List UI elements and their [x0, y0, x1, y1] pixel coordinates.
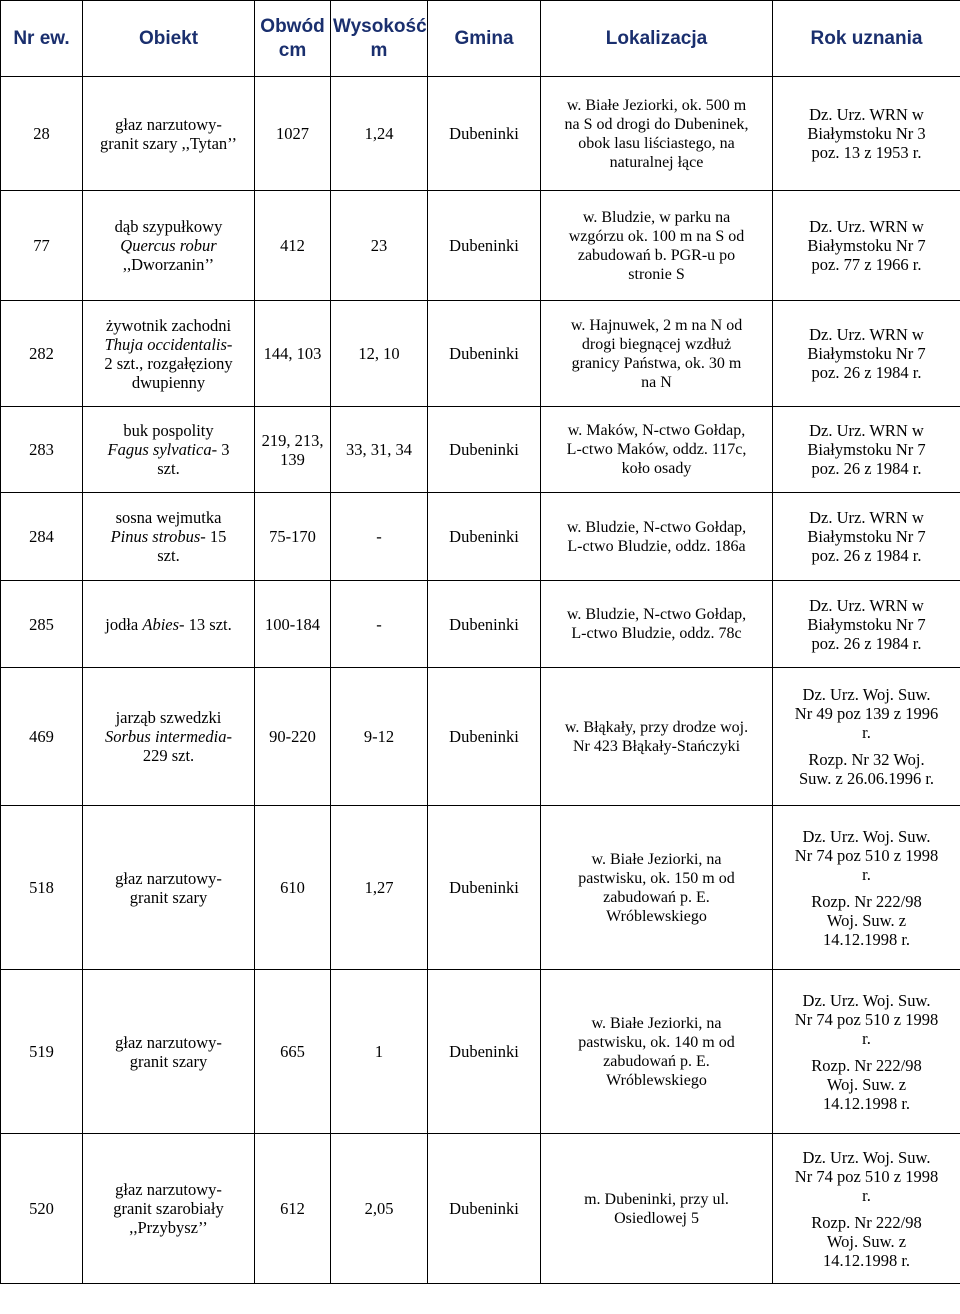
- rok-line: Dz. Urz. Woj. Suw.: [802, 685, 931, 704]
- rok-line: Białymstoku Nr 7: [807, 614, 926, 634]
- rok-line: poz. 26 z 1984 r.: [811, 363, 922, 382]
- cell-wysokosc: 9-12: [331, 668, 428, 806]
- rok-line: Suw. z 26.06.1996 r.: [798, 769, 935, 788]
- obiekt-line: ,,Dworzanin’’: [122, 255, 215, 274]
- obiekt-latin-name: Fagus sylvatica: [107, 440, 212, 459]
- cell-rok: [773, 1134, 960, 1284]
- cell-rok: [773, 493, 960, 581]
- obiekt-latin-name: Sorbus intermedia: [105, 727, 227, 746]
- obiekt-line: głaz narzutowy-: [115, 1032, 222, 1052]
- cell-obwod: 610: [255, 806, 331, 970]
- cell-gmina: Dubeninki: [428, 581, 541, 668]
- cell-gmina: Dubeninki: [428, 301, 541, 407]
- lokalizacja-line: drogi biegnącej wzdłuż: [581, 335, 732, 353]
- header-wysokosc-unit: m: [370, 39, 388, 61]
- cell-lokalizacja: [541, 407, 773, 493]
- rok-line: Woj. Suw. z: [826, 1074, 907, 1094]
- obiekt-latin-name: Thuja occidentalis-: [104, 334, 233, 354]
- rok-line: Białymstoku Nr 7: [807, 440, 926, 459]
- table-row: [1, 970, 960, 1134]
- cell-obwod: 665: [255, 970, 331, 1134]
- cell-rok: [773, 970, 960, 1134]
- rok-line: Dz. Urz. Woj. Suw.: [802, 990, 931, 1010]
- rok-line: Woj. Suw. z: [826, 1231, 907, 1251]
- header-wysokosc-label: Wysokość: [333, 15, 427, 37]
- cell-obwod: 100-184: [255, 581, 331, 668]
- lokalizacja-line: Osiedlowej 5: [614, 1209, 699, 1227]
- cell-nr: 284: [1, 493, 83, 581]
- header-wysokosc: [331, 1, 428, 77]
- rok-line: 14.12.1998 r.: [822, 1093, 911, 1113]
- obiekt-count: - 15: [200, 527, 227, 546]
- rok-line: Dz. Urz. WRN w: [809, 421, 924, 440]
- cell-lokalizacja: [541, 301, 773, 407]
- obiekt-latin-name: Pinus strobus: [110, 527, 201, 546]
- cell-obiekt: [83, 1134, 255, 1284]
- rok-line: Dz. Urz. WRN w: [809, 325, 924, 344]
- cell-rok: [773, 806, 960, 970]
- lokalizacja-line: granicy Państwa, ok. 30 m: [571, 354, 742, 372]
- lokalizacja-line: naturalnej łące: [609, 153, 704, 171]
- cell-rok: [773, 77, 960, 191]
- lokalizacja-line: pastwisku, ok. 150 m od: [578, 869, 735, 887]
- cell-nr: 28: [1, 77, 83, 191]
- obiekt-line: granit szarobiały: [113, 1199, 224, 1218]
- header-obwod: [255, 1, 331, 77]
- cell-nr: 283: [1, 407, 83, 493]
- rok-line: Dz. Urz. Woj. Suw.: [802, 826, 931, 846]
- cell-lokalizacja: [541, 1134, 773, 1284]
- header-obwod-label: Obwód: [260, 15, 325, 37]
- lokalizacja-line: w. Błąkały, przy drodze woj.: [564, 718, 749, 736]
- cell-wysokosc: 12, 10: [331, 301, 428, 407]
- rok-line: 14.12.1998 r.: [822, 1250, 911, 1270]
- obiekt-count: - 13 szt.: [179, 614, 232, 634]
- rok-line: poz. 13 z 1953 r.: [811, 143, 922, 162]
- cell-obwod: 612: [255, 1134, 331, 1284]
- cell-wysokosc: 1: [331, 970, 428, 1134]
- cell-obwod: [255, 407, 331, 493]
- rok-line: Nr 74 poz 510 z 1998: [794, 1009, 939, 1029]
- cell-rok: [773, 407, 960, 493]
- rok-line: Rozp. Nr 222/98: [811, 891, 922, 911]
- obiekt-line: 2 szt., rozgałęziony: [104, 353, 233, 373]
- header-gmina: Gmina: [428, 1, 541, 77]
- table-row: [1, 407, 960, 493]
- rok-line: Woj. Suw. z: [826, 910, 907, 930]
- cell-lokalizacja: [541, 806, 773, 970]
- header-nr: Nr ew.: [1, 1, 83, 77]
- lokalizacja-line: L-ctwo Bludzie, oddz. 78c: [571, 625, 742, 642]
- obiekt-line: dwupienny: [131, 372, 206, 392]
- cell-gmina: Dubeninki: [428, 407, 541, 493]
- lokalizacja-line: Nr 423 Błąkały-Stańczyki: [572, 737, 741, 755]
- cell-rok: [773, 301, 960, 407]
- header-obiekt: Obiekt: [83, 1, 255, 77]
- cell-nr: 520: [1, 1134, 83, 1284]
- cell-nr: 519: [1, 970, 83, 1134]
- rok-line: Rozp. Nr 32 Woj.: [808, 750, 925, 769]
- lokalizacja-line: zabudowań b. PGR-u po: [577, 246, 736, 264]
- obiekt-line: buk pospolity: [123, 421, 214, 440]
- cell-obiekt: [83, 581, 255, 668]
- obiekt-line: dąb szypułkowy: [114, 217, 223, 236]
- table-row: [1, 77, 960, 191]
- obiekt-line: głaz narzutowy-: [115, 114, 222, 134]
- cell-wysokosc: 33, 31, 34: [331, 407, 428, 493]
- cell-lokalizacja: [541, 493, 773, 581]
- rok-line: Dz. Urz. WRN w: [809, 595, 924, 615]
- cell-gmina: Dubeninki: [428, 493, 541, 581]
- obiekt-line: granit szary: [129, 887, 208, 907]
- cell-obwod: 412: [255, 191, 331, 301]
- cell-lokalizacja: [541, 668, 773, 806]
- lokalizacja-line: stronie S: [628, 265, 685, 283]
- cell-gmina: Dubeninki: [428, 668, 541, 806]
- obiekt-count: - 3: [211, 440, 230, 459]
- lokalizacja-line: koło osady: [621, 460, 692, 477]
- obiekt-line: ,,Przybysz’’: [129, 1218, 208, 1237]
- table-row: [1, 301, 960, 407]
- table-row: [1, 806, 960, 970]
- lokalizacja-line: obok lasu liściastego, na: [578, 134, 735, 152]
- cell-gmina: Dubeninki: [428, 806, 541, 970]
- cell-wysokosc: 1,27: [331, 806, 428, 970]
- obiekt-line: 229 szt.: [142, 746, 195, 765]
- cell-lokalizacja: [541, 581, 773, 668]
- rok-line: Nr 49 poz 139 z 1996: [794, 704, 939, 723]
- cell-wysokosc: -: [331, 493, 428, 581]
- lokalizacja-line: pastwisku, ok. 140 m od: [578, 1033, 735, 1051]
- rok-line: Dz. Urz. Woj. Suw.: [802, 1147, 931, 1167]
- cell-wysokosc: -: [331, 581, 428, 668]
- rok-line: Nr 74 poz 510 z 1998: [794, 845, 939, 865]
- cell-obwod: 1027: [255, 77, 331, 191]
- cell-gmina: Dubeninki: [428, 77, 541, 191]
- cell-rok: [773, 581, 960, 668]
- cell-nr: 77: [1, 191, 83, 301]
- obwod-line: 219, 213,: [261, 430, 324, 450]
- rok-line: poz. 77 z 1966 r.: [811, 255, 922, 274]
- header-lokalizacja: Lokalizacja: [541, 1, 773, 77]
- obiekt-count: -: [226, 727, 232, 746]
- cell-obiekt: [83, 493, 255, 581]
- cell-nr: 469: [1, 668, 83, 806]
- cell-lokalizacja: [541, 970, 773, 1134]
- rok-line: r.: [862, 1028, 871, 1048]
- lokalizacja-line: w. Białe Jeziorki, na: [591, 1014, 722, 1032]
- cell-lokalizacja: [541, 191, 773, 301]
- cell-nr: 518: [1, 806, 83, 970]
- cell-lokalizacja: [541, 77, 773, 191]
- rok-line: poz. 26 z 1984 r.: [811, 459, 922, 478]
- rok-line: 14.12.1998 r.: [822, 929, 911, 949]
- rok-line: Białymstoku Nr 7: [807, 344, 926, 363]
- lokalizacja-line: zabudowań p. E.: [603, 888, 710, 906]
- lokalizacja-line: w. Bludzie, N-ctwo Gołdap,: [566, 518, 747, 536]
- cell-obiekt: [83, 668, 255, 806]
- lokalizacja-line: wzgórzu ok. 100 m na S od: [568, 227, 745, 245]
- lokalizacja-line: w. Białe Jeziorki, ok. 500 m: [566, 96, 747, 114]
- table-row: [1, 668, 960, 806]
- cell-obwod: 90-220: [255, 668, 331, 806]
- table-row: [1, 493, 960, 581]
- cell-wysokosc: 2,05: [331, 1134, 428, 1284]
- obwod-line: 139: [280, 449, 305, 469]
- obiekt-latin-name: Quercus robur: [120, 236, 217, 255]
- rok-line: Białymstoku Nr 7: [807, 527, 926, 546]
- rok-line: r.: [862, 1185, 871, 1205]
- table-row: [1, 1134, 960, 1284]
- table-row: [1, 581, 960, 668]
- lokalizacja-line: w. Hajnuwek, 2 m na N od: [570, 316, 743, 334]
- cell-gmina: Dubeninki: [428, 970, 541, 1134]
- lokalizacja-line: Wróblewskiego: [606, 1071, 707, 1089]
- rok-line: Rozp. Nr 222/98: [811, 1055, 922, 1075]
- lokalizacja-line: na S od drogi do Dubeninek,: [564, 115, 749, 133]
- lokalizacja-line: Wróblewskiego: [606, 907, 707, 925]
- cell-rok: [773, 668, 960, 806]
- rok-line: Dz. Urz. WRN w: [809, 217, 924, 236]
- cell-obwod: 75-170: [255, 493, 331, 581]
- lokalizacja-line: na N: [641, 373, 672, 391]
- lokalizacja-line: L-ctwo Maków, oddz. 117c,: [566, 441, 747, 458]
- obiekt-line: granit szary: [129, 1051, 208, 1071]
- cell-wysokosc: 1,24: [331, 77, 428, 191]
- lokalizacja-line: m. Dubeninki, przy ul.: [584, 1190, 729, 1208]
- obiekt-line: szt.: [157, 459, 180, 478]
- rok-line: Nr 74 poz 510 z 1998: [794, 1166, 939, 1186]
- cell-gmina: Dubeninki: [428, 191, 541, 301]
- obiekt-line: jodła: [105, 614, 143, 634]
- obiekt-line: sosna wejmutka: [115, 508, 222, 527]
- rok-line: r.: [862, 864, 871, 884]
- cell-obiekt: [83, 407, 255, 493]
- rok-line: r.: [862, 723, 871, 742]
- rok-line: Rozp. Nr 222/98: [811, 1212, 922, 1232]
- lokalizacja-line: w. Bludzie, N-ctwo Gołdap,: [566, 606, 747, 623]
- rok-line: poz. 26 z 1984 r.: [811, 633, 922, 653]
- lokalizacja-line: w. Maków, N-ctwo Gołdap,: [567, 422, 746, 439]
- cell-obiekt: [83, 806, 255, 970]
- cell-obiekt: [83, 191, 255, 301]
- obiekt-line: jarząb szwedzki: [115, 708, 222, 727]
- cell-obiekt: [83, 970, 255, 1134]
- cell-nr: 282: [1, 301, 83, 407]
- lokalizacja-line: zabudowań p. E.: [603, 1052, 710, 1070]
- cell-obwod: 144, 103: [255, 301, 331, 407]
- cell-rok: [773, 191, 960, 301]
- header-rok: Rok uznania: [773, 1, 960, 77]
- rok-line: Dz. Urz. WRN w: [809, 105, 924, 124]
- rok-line: poz. 26 z 1984 r.: [811, 546, 922, 565]
- rok-line: Dz. Urz. WRN w: [809, 508, 924, 527]
- lokalizacja-line: w. Białe Jeziorki, na: [591, 850, 722, 868]
- lokalizacja-line: w. Bludzie, w parku na: [582, 208, 731, 226]
- obiekt-line: głaz narzutowy-: [115, 868, 222, 888]
- obiekt-line: szt.: [157, 546, 180, 565]
- cell-obiekt: [83, 77, 255, 191]
- rok-line: Białymstoku Nr 3: [807, 124, 926, 143]
- header-row: [1, 1, 960, 77]
- obiekt-line: głaz narzutowy-: [115, 1180, 222, 1199]
- lokalizacja-line: L-ctwo Bludzie, oddz. 186a: [567, 537, 746, 555]
- obiekt-latin-name: Abies: [142, 614, 180, 634]
- cell-nr: 285: [1, 581, 83, 668]
- header-obwod-unit: cm: [278, 39, 307, 61]
- cell-gmina: Dubeninki: [428, 1134, 541, 1284]
- obiekt-line: żywotnik zachodni: [105, 315, 232, 335]
- obiekt-line: granit szary ,,Tytan’’: [100, 133, 237, 153]
- cell-wysokosc: 23: [331, 191, 428, 301]
- table-row: [1, 191, 960, 301]
- cell-obiekt: [83, 301, 255, 407]
- rok-line: Białymstoku Nr 7: [807, 236, 926, 255]
